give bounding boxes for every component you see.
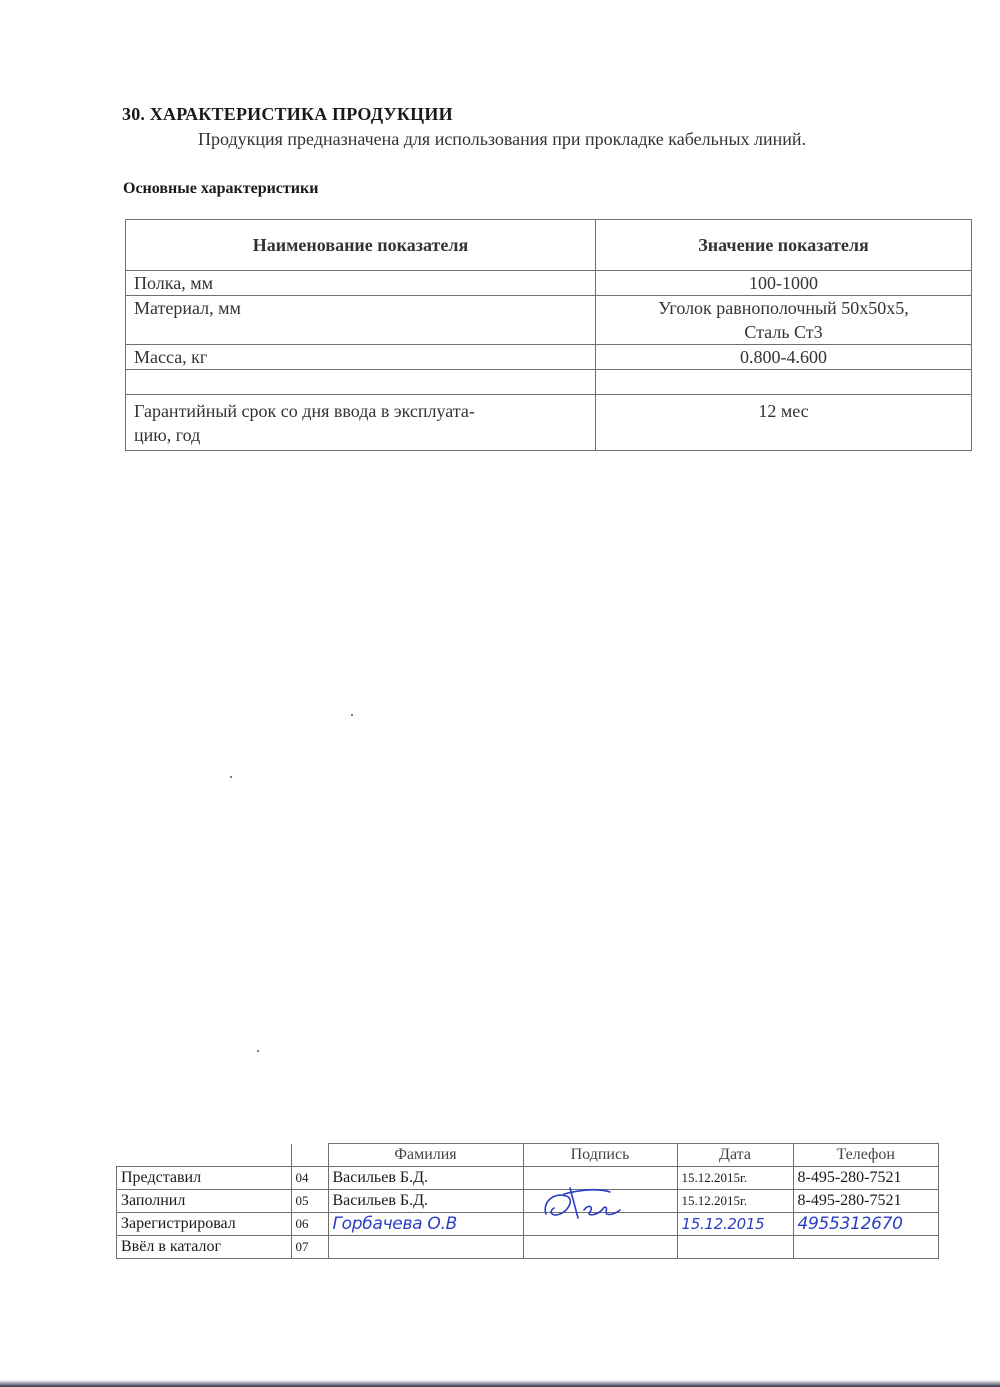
spec-value-line: Уголок равнополочный 50х50х5, [658,298,909,318]
phone-cell: 8-495-280-7521 [793,1167,939,1190]
table-row [126,296,972,345]
spec-name-cell: Масса, кг [126,345,596,370]
spec-value-cell [596,296,972,345]
spec-name-line: Гарантийный срок со дня ввода в эксплуата- [134,401,475,421]
section-title: 30. ХАРАКТЕРИСТИКА ПРОДУКЦИИ [122,104,453,124]
date-cell: 15.12.2015г. [677,1167,793,1190]
role-cell: Заполнил [117,1190,292,1213]
signature-cell [523,1190,677,1213]
scan-speck [257,1050,259,1052]
code-cell: 05 [291,1190,328,1213]
spec-name-line: цию, год [134,425,201,445]
table-row [117,1190,939,1213]
spec-name-cell [126,395,596,451]
spec-value-cell: 100-1000 [596,271,972,296]
spec-value-cell [596,370,972,395]
surname-cell: Горбачева О.В [328,1213,523,1236]
blank-cell [117,1144,292,1167]
spec-table [125,219,972,451]
spec-name-cell: Полка, мм [126,271,596,296]
scan-speck [351,714,353,716]
code-cell: 04 [291,1167,328,1190]
registry-table [116,1143,939,1259]
role-cell: Представил [117,1167,292,1190]
signature-cell [523,1236,677,1259]
surname-cell: Васильев Б.Д. [328,1167,523,1190]
spec-header-row [126,220,972,271]
table-row [126,345,972,370]
role-cell: Зарегистрировал [117,1213,292,1236]
spec-value-cell: 0.800-4.600 [596,345,972,370]
code-cell: 06 [291,1213,328,1236]
surname-cell [328,1236,523,1259]
surname-cell: Васильев Б.Д. [328,1190,523,1213]
date-cell: 15.12.2015г. [677,1190,793,1213]
scan-speck [230,776,232,778]
phone-cell: 8-495-280-7521 [793,1190,939,1213]
sub-title: Основные характеристики [123,180,319,197]
spec-value-cell: 12 мес [596,395,972,451]
intro-text: Продукция предназначена для использования при прокладке кабельных линий. [198,129,807,149]
header-surname: Фамилия [328,1144,523,1167]
table-row [126,395,972,451]
spec-name-cell [126,370,596,395]
registry-header-row [117,1144,939,1167]
code-cell: 07 [291,1236,328,1259]
table-row [126,271,972,296]
phone-cell [793,1236,939,1259]
header-date: Дата [677,1144,793,1167]
header-phone: Телефон [793,1144,939,1167]
table-row [117,1236,939,1259]
date-cell [677,1236,793,1259]
table-row [117,1213,939,1236]
header-signature: Подпись [523,1144,677,1167]
table-row [117,1167,939,1190]
phone-cell: 4955312670 [793,1213,939,1236]
spec-name-cell: Материал, мм [126,296,596,345]
table-row [126,370,972,395]
spec-header-name: Наименование показателя [126,220,596,271]
role-cell: Ввёл в каталог [117,1236,292,1259]
date-cell: 15.12.2015 [677,1213,793,1236]
scan-bottom-edge [0,1380,1000,1387]
spec-value-line: Сталь Ст3 [744,322,823,342]
spec-header-value: Значение показателя [596,220,972,271]
blank-cell [291,1144,328,1167]
signature-image [540,1184,635,1228]
